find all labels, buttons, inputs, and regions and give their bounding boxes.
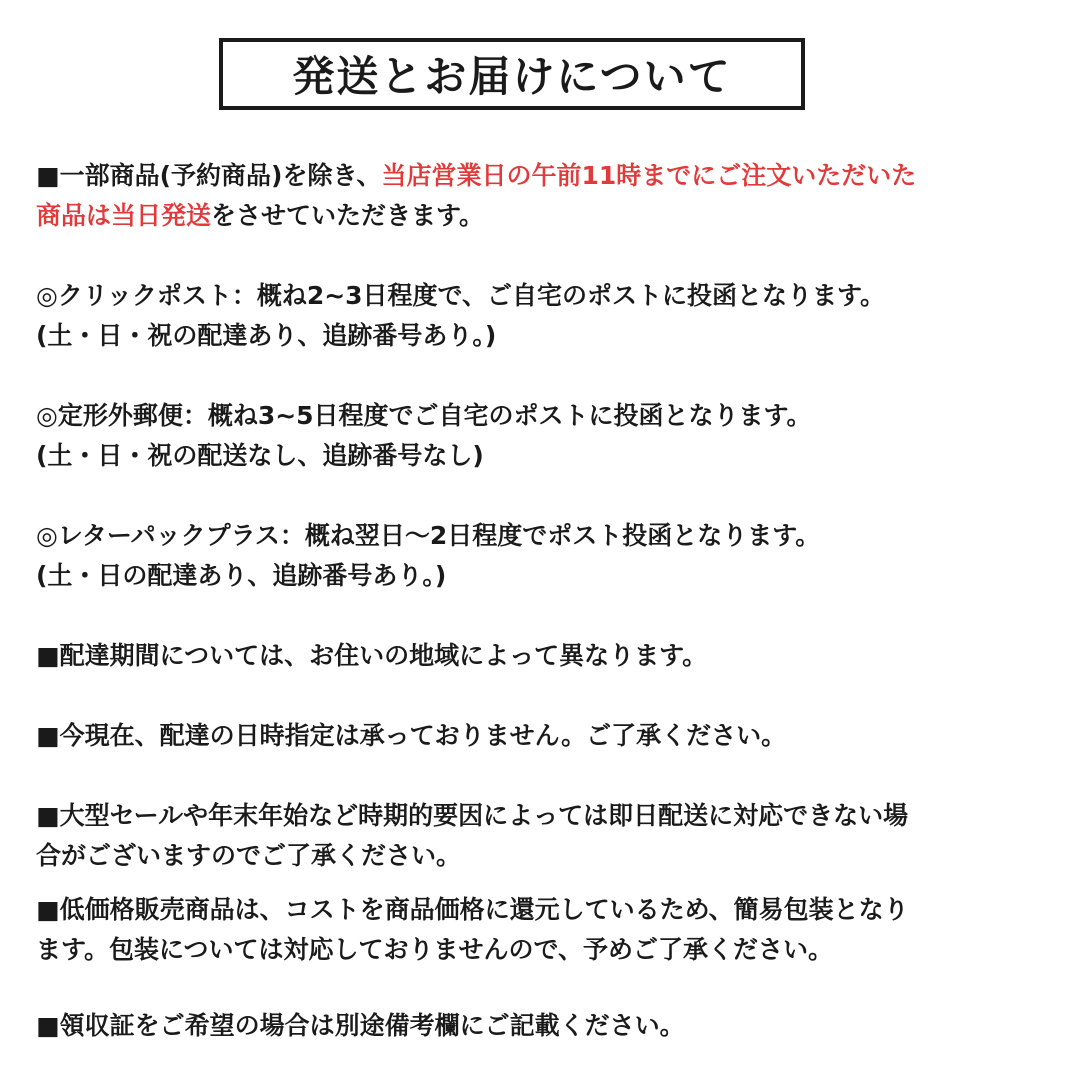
note-sale-delay-line-2: 合がございますのでご了承ください。 [36,841,462,870]
page-title: 発送とお届けについて [292,52,732,101]
notice-same-day-line-2 [36,196,484,236]
shipping-clickpost-line-1: ◎クリックポスト：概ね2~3日程度で、ご自宅のポストに投函となります。 [36,281,886,310]
note-delivery-period: ■配達期間については、お住いの地域によって異なります。 [36,641,708,670]
title-box [219,38,805,110]
note-simple-packaging-line-1: ■低価格販売商品は、コストを商品価格に還元しているため、簡易包装となり [36,895,909,924]
shipping-letterpack-line-1: ◎レターパックプラス：概ね翌日〜2日程度でポスト投函となります。 [36,521,821,550]
note-sale-delay-line-1: ■大型セールや年末年始など時期的要因によっては即日配送に対応できない場 [36,801,909,830]
notice-same-day-highlight-2: 商品は当日発送 [36,201,212,230]
shipping-letterpack-line-2: (土・日の配達あり、追跡番号あり。) [36,561,447,590]
note-simple-packaging-line-2: ます。包装については対応しておりませんので、予めご了承ください。 [36,935,834,964]
shipping-clickpost-line-2: (土・日・祝の配達あり、追跡番号あり。) [36,321,497,350]
shipping-teikeigai-line-2: (土・日・祝の配送なし、追跡番号なし) [36,441,484,470]
notice-same-day-prefix: ■一部商品(予約商品)を除き、 [36,161,382,190]
notice-same-day-line-1 [36,156,916,196]
notice-same-day-highlight: 当店営業日の午前11時までにご注文いただいた [381,161,917,190]
note-receipt: ■領収証をご希望の場合は別途備考欄にご記載ください。 [36,1011,685,1040]
shipping-teikeigai-line-1: ◎定形外郵便：概ね3~5日程度でご自宅のポストに投函となります。 [36,401,812,430]
note-no-time-designation: ■今現在、配達の日時指定は承っておりません。ご了承ください。 [36,721,787,750]
notice-same-day-suffix: をさせていただきます。 [211,201,485,230]
